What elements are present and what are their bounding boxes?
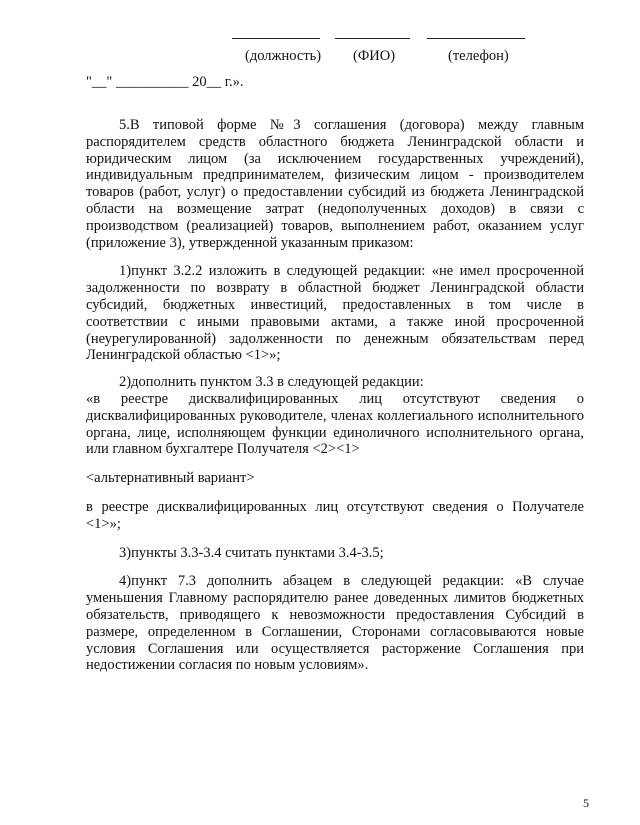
paragraph-item-5: 5.В типовой форме №3 соглашения (договора) между главным распорядителем средств областного бюджета Ленинградской области и юридическим лицом (за исключением государственных учреждений), индивидуальным предпринимателем, физическим лицом - производителем товаров (работ, услуг) о предоставлении субсидий из бюджета Ленинградской области на возмещение затрат (недополученных доходов) в связи с производством (реализацией) товаров, выполнением работ, оказанием услуг (приложение 3), утвержденной указанным приказом: xyxy=(86,117,584,251)
position-label: (должность) xyxy=(245,48,322,64)
phone-label: (телефон) xyxy=(448,48,509,64)
paragraph-subitem-3: 3)пункты 3.3-3.4 считать пунктами 3.4-3.5; xyxy=(119,544,384,561)
date-line: "__" __________ 20__ г.». xyxy=(86,74,244,90)
name-blank-line xyxy=(335,38,410,39)
quoted-text: «в реестре дисквалифицированных лиц отсутствуют сведения о дисквалифицированных руководителе, членах коллегиального исполнительного органа, лице, исполняющем функции единоличного исполнительного органа, или главном бухгалтере Получателя <2><1> xyxy=(86,390,584,458)
signature-lines xyxy=(0,38,640,40)
paragraph-subitem-1: 1)пункт 3.2.2 изложить в следующей редакции: «не имел просроченной задолженности по возврату в областной бюджет Ленинградской области субсидий, бюджетных инвестиций, предоставленных в том числе в соответствии с иными правовыми актами, а также иной просроченной (неурегулированной) задолженности по денежным обязательствам перед Ленинградской областью <1>»; xyxy=(86,263,584,364)
document-body xyxy=(86,117,584,674)
name-label: (ФИО) xyxy=(353,48,396,64)
position-blank-line xyxy=(232,38,320,39)
alternative-variant-label: <альтернативный вариант> xyxy=(86,470,255,487)
alternative-text: в реестре дисквалифицированных лиц отсутствуют сведения о Получателе <1>»; xyxy=(86,498,584,532)
page-number: 5 xyxy=(583,796,589,810)
paragraph-subitem-2: 2)дополнить пунктом 3.3 в следующей редакции: xyxy=(119,374,424,391)
phone-blank-line xyxy=(427,38,525,39)
paragraph-subitem-4: 4)пункт 7.3 дополнить абзацем в следующей редакции: «В случае уменьшения Главному распорядителю ранее доведенных лимитов бюджетных обязательств, приводящего к невозможности предоставления Субсидий в размере, определенном в Соглашении, Сторонами согласовываются новые условия Соглашения или осуществляется расторжение Соглашения при недостижении согласия по новым условиям». xyxy=(86,573,584,674)
